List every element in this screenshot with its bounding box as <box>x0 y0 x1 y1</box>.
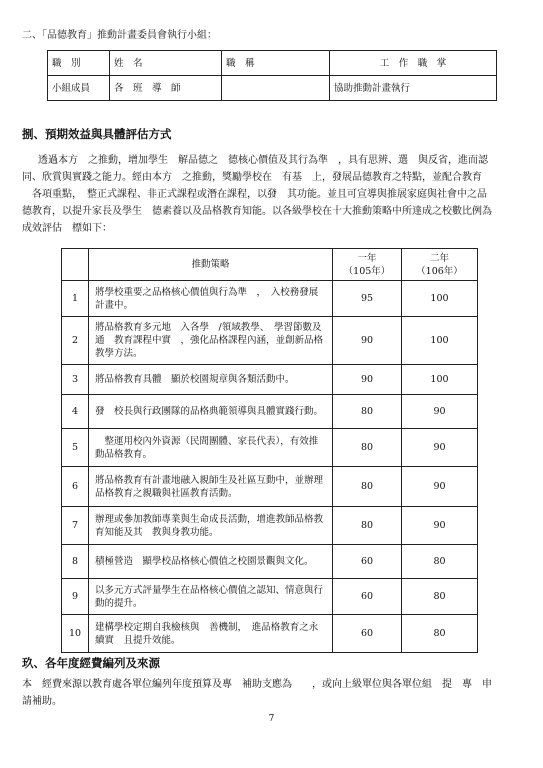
row-year1-value: 80 <box>333 395 402 429</box>
intro-line: 透過本方 之推動，增加學生 解品德之 德核心價值及其行為準 ，具有思辨、選 與反省，進而認 <box>38 155 488 166</box>
row-year2-value: 90 <box>402 467 478 507</box>
header-year2 <box>402 249 478 281</box>
section2-title: 二、「品德教育」推動計畫委員會執行小組： <box>22 30 217 41</box>
committee-row <box>48 76 497 101</box>
row-year2-value: 80 <box>402 615 478 653</box>
evaluation-row <box>62 429 478 467</box>
row-year2-value: 90 <box>402 429 478 467</box>
evaluation-row <box>62 579 478 615</box>
row-strategy: 將品格教育有計畫地融入親師生及社區互動中，並辦理品格教育之親職與社區教育活動。 <box>89 467 333 507</box>
committee-header-cell: 工 作 職 掌 <box>330 51 497 76</box>
row-year1-value: 90 <box>333 365 402 395</box>
evaluation-row <box>62 615 478 653</box>
committee-cell <box>222 76 330 101</box>
header-strategy: 推動策略 <box>89 249 333 281</box>
header-blank-cell <box>62 249 89 281</box>
committee-header-cell: 職 稱 <box>222 51 330 76</box>
evaluation-body <box>62 281 478 653</box>
row-year1-value: 90 <box>333 317 402 365</box>
header-year1-line2: （105年） <box>343 265 391 277</box>
row-strategy: 將品格教育多元地 入各學 /領域教學、 學習節數及通 教育課程中實 ，強化品格課程內涵，並創新品格教學方法。 <box>89 317 333 365</box>
committee-header-row <box>48 51 497 76</box>
row-number: 4 <box>62 395 89 429</box>
row-number: 5 <box>62 429 89 467</box>
page-number: 7 <box>268 714 275 724</box>
funding-line: 本 經費來源以教育處各單位編列年度預算及專 補助支應為 ，或向上級單位與各單位組 提 專 申 <box>22 679 492 690</box>
committee-cell: 協助推動計畫執行 <box>330 76 497 101</box>
row-year2-value: 100 <box>402 317 478 365</box>
row-strategy: 將學校重要之品格核心價值與行為準 ， 入校務發展計畫中。 <box>89 281 333 317</box>
intro-line: 成效評估 標如下： <box>22 223 112 234</box>
row-year1-value: 80 <box>333 467 402 507</box>
row-year1-value: 60 <box>333 545 402 579</box>
evaluation-header-row <box>62 249 478 281</box>
section8-title: 捌、預期效益與具體評估方式 <box>22 127 172 141</box>
row-number: 2 <box>62 317 89 365</box>
row-number: 6 <box>62 467 89 507</box>
row-number: 7 <box>62 507 89 545</box>
row-year1-value: 60 <box>333 615 402 653</box>
row-number: 9 <box>62 579 89 615</box>
committee-cell: 小組成員 <box>48 76 110 101</box>
evaluation-row <box>62 281 478 317</box>
header-year2-line2: （106年） <box>416 265 463 277</box>
row-strategy: 建構學校定期自我檢核與 善機制， 進品格教育之永續實 且提升效能。 <box>89 615 333 653</box>
evaluation-row <box>62 317 478 365</box>
committee-header-cell: 姓 名 <box>110 51 222 76</box>
row-number: 1 <box>62 281 89 317</box>
row-year2-value: 80 <box>402 545 478 579</box>
header-year1-line1: 一年 <box>357 252 377 264</box>
row-year2-value: 90 <box>402 507 478 545</box>
row-strategy: 將品格教育具體 顯於校園規章與各類活動中。 <box>89 365 333 395</box>
row-strategy: 整運用校內外資源（民間團體、家長代表），有效推動品格教育。 <box>89 429 333 467</box>
row-year1-value: 80 <box>333 429 402 467</box>
intro-line: 各項重點， 整正式課程、非正式課程或潛在課程，以發 其功能。並且可宣導與推展家庭與社會中之品 <box>22 189 487 200</box>
committee-table <box>47 50 497 101</box>
evaluation-row <box>62 365 478 395</box>
evaluation-row <box>62 395 478 429</box>
row-strategy: 發 校長與行政團隊的品格典範領導與具體實踐行動。 <box>89 395 333 429</box>
row-strategy: 以多元方式評量學生在品格核心價值之認知、情意與行動的提升。 <box>89 579 333 615</box>
evaluation-table <box>61 248 478 653</box>
row-year1-value: 95 <box>333 281 402 317</box>
evaluation-row <box>62 467 478 507</box>
intro-line: 德教育，以提升家長及學生 德素養以及品格教育知能。以各級學校在十大推動策略中所達成之校數比例為 <box>22 206 492 217</box>
header-year2-line1: 二年 <box>429 252 449 264</box>
row-number: 8 <box>62 545 89 579</box>
header-year1 <box>333 249 402 281</box>
row-number: 3 <box>62 365 89 395</box>
row-year2-value: 90 <box>402 395 478 429</box>
row-year2-value: 80 <box>402 579 478 615</box>
committee-cell: 各 班 導 師 <box>110 76 222 101</box>
row-year2-value: 100 <box>402 281 478 317</box>
row-number: 10 <box>62 615 89 653</box>
funding-line: 請補助。 <box>22 696 62 707</box>
row-year2-value: 100 <box>402 365 478 395</box>
evaluation-row <box>62 507 478 545</box>
evaluation-row <box>62 545 478 579</box>
row-year1-value: 80 <box>333 507 402 545</box>
row-strategy: 積極營造 顯學校品格核心價值之校園景觀與文化。 <box>89 545 333 579</box>
row-year1-value: 60 <box>333 579 402 615</box>
committee-header-cell: 職 別 <box>48 51 110 76</box>
section9-title: 玖、各年度經費編列及來源 <box>22 656 160 670</box>
row-strategy: 辦理或參加教師專業與生命成長活動，增進教師品格教育知能及其 教與身教功能。 <box>89 507 333 545</box>
intro-line: 同、欣賞與實踐之能力。經由本方 之推動，獎勵學校在 有基 上，發展品德教育之特點，並配合教育 <box>22 172 482 183</box>
